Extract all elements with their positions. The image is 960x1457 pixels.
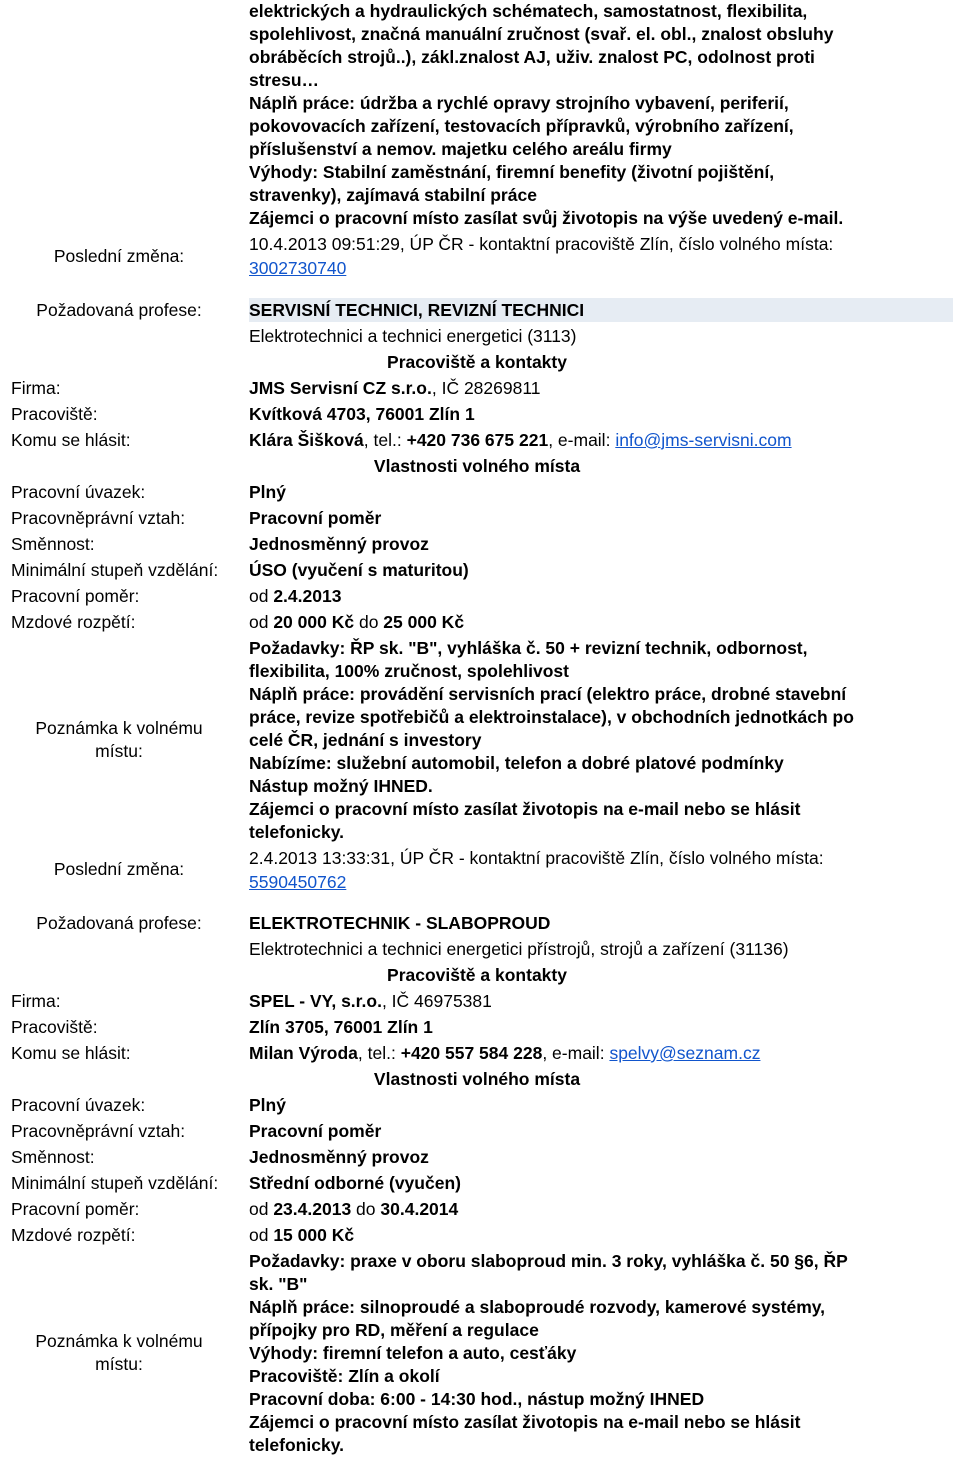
workplace-label: Pracoviště:	[11, 1017, 98, 1037]
firm-ico: , IČ 28269811	[431, 378, 541, 398]
contact-email-label: , e-mail:	[548, 430, 616, 450]
prop-label: Minimální stupeň vzdělání:	[11, 1173, 219, 1193]
employment-to: do	[351, 1199, 381, 1219]
contact-tel: +420 557 584 228	[400, 1043, 543, 1063]
top-line: Výhody: Stabilní zaměstnání, firemní benefity (životní pojištění,	[249, 162, 775, 182]
contact-name: Milan Výroda	[249, 1043, 358, 1063]
prop-label: Směnnost:	[11, 534, 95, 554]
firm-value	[249, 377, 541, 400]
contact-label: Komu se hlásit:	[11, 430, 131, 450]
prop-value: ÚSO (vyučení s maturitou)	[249, 560, 469, 580]
prop-value: Jednosměnný provoz	[249, 1147, 429, 1167]
contact-email-link[interactable]: info@jms-servisni.com	[615, 430, 792, 450]
note-line: telefonicky.	[249, 822, 344, 842]
contact-email-label: , e-mail:	[542, 1043, 610, 1063]
salary-label: Mzdové rozpětí:	[11, 1225, 136, 1245]
salary-min: 20 000 Kč	[273, 612, 355, 632]
note-line: celé ČR, jednání s investory	[249, 730, 482, 750]
employment-value	[249, 1198, 458, 1221]
employment-label: Pracovní poměr:	[11, 1199, 140, 1219]
last-change-text: 2.4.2013 13:33:31, ÚP ČR - kontaktní pracoviště Zlín, číslo volného místa:	[249, 848, 824, 868]
workplace-value: Kvítková 4703, 76001 Zlín 1	[249, 404, 475, 424]
salary-to: do	[354, 612, 384, 632]
prop-value: Plný	[249, 482, 286, 502]
contact-tel: +420 736 675 221	[406, 430, 549, 450]
firm-value	[249, 990, 492, 1013]
top-line: příslušenství a nemov. majetku celého areálu firmy	[249, 139, 672, 159]
note-text	[249, 1250, 949, 1457]
employment-date: 23.4.2013	[273, 1199, 352, 1219]
note-line: Požadavky: praxe v oboru slaboproud min. 3 roky, vyhláška č. 50 §6, ŘP	[249, 1251, 848, 1271]
profession-title: ELEKTROTECHNIK - SLABOPROUD	[249, 913, 551, 933]
profession-label: Požadovaná profese:	[36, 913, 202, 933]
contact-email-link[interactable]: spelvy@seznam.cz	[609, 1043, 761, 1063]
section-workplace-heading: Pracoviště a kontakty	[387, 352, 567, 372]
profession-title: SERVISNÍ TECHNICI, REVIZNÍ TECHNICI	[249, 300, 585, 320]
employment-value	[249, 585, 341, 608]
note-line: Pracoviště: Zlín a okolí	[249, 1366, 440, 1386]
salary-value	[249, 1224, 354, 1247]
note-label	[0, 1330, 238, 1376]
workplace-value: Zlín 3705, 76001 Zlín 1	[249, 1017, 433, 1037]
top-line: stresu…	[249, 70, 320, 90]
prop-label: Minimální stupeň vzdělání:	[11, 560, 219, 580]
note-text	[249, 637, 949, 844]
salary-from: od	[249, 612, 274, 632]
employment-from: od	[249, 586, 274, 606]
profession-category: Elektrotechnici a technici energetici přístrojů, strojů a zařízení (31136)	[249, 939, 789, 959]
profession-category: Elektrotechnici a technici energetici (3113)	[249, 326, 577, 346]
prop-label: Pracovněprávní vztah:	[11, 508, 186, 528]
note-label-line: Poznámka k volnému	[35, 1331, 203, 1351]
section-workplace-heading: Pracoviště a kontakty	[387, 965, 567, 985]
salary-max: 25 000 Kč	[383, 612, 465, 632]
firm-name: SPEL - VY, s.r.o.	[249, 991, 382, 1011]
contact-tel-label: , tel.:	[357, 1043, 401, 1063]
last-change-label: Poslední změna:	[53, 859, 185, 879]
salary-min: 15 000 Kč	[273, 1225, 355, 1245]
note-label-line: Poznámka k volnému	[35, 718, 203, 738]
prop-label: Pracovní úvazek:	[11, 482, 146, 502]
prop-value: Jednosměnný provoz	[249, 534, 429, 554]
note-line: Náplň práce: silnoproudé a slaboproudé rozvody, kamerové systémy,	[249, 1297, 826, 1317]
firm-label: Firma:	[11, 378, 61, 398]
employment-label: Pracovní poměr:	[11, 586, 140, 606]
contact-tel-label: , tel.:	[363, 430, 407, 450]
contact-value	[249, 429, 792, 452]
firm-ico: , IČ 46975381	[381, 991, 492, 1011]
prop-value: Pracovní poměr	[249, 508, 382, 528]
note-label-line: místu:	[95, 741, 143, 761]
note-line: Pracovní doba: 6:00 - 14:30 hod., nástup možný IHNED	[249, 1389, 705, 1409]
prop-label: Pracovní úvazek:	[11, 1095, 146, 1115]
note-label	[0, 717, 238, 763]
note-line: Nástup možný IHNED.	[249, 776, 433, 796]
note-line: sk. "B"	[249, 1274, 308, 1294]
note-line: telefonicky.	[249, 1435, 344, 1455]
note-label-line: místu:	[95, 1354, 143, 1374]
section-props-heading: Vlastnosti volného místa	[373, 1069, 581, 1089]
prop-value: Plný	[249, 1095, 286, 1115]
contact-value	[249, 1042, 760, 1065]
contact-label: Komu se hlásit:	[11, 1043, 131, 1063]
last-change-label: Poslední změna:	[53, 246, 185, 266]
salary-value	[249, 611, 464, 634]
firm-name: JMS Servisní CZ s.r.o.	[249, 378, 432, 398]
note-line: Zájemci o pracovní místo zasílat životopis na e-mail nebo se hlásit	[249, 799, 801, 819]
top-line: stravenky), zajímavá stabilní práce	[249, 185, 537, 205]
employment-from: od	[249, 1199, 274, 1219]
note-line: flexibilita, 100% zručnost, spolehlivost	[249, 661, 569, 681]
note-line: Nabízíme: služební automobil, telefon a dobré platové podmínky	[249, 753, 784, 773]
contact-name: Klára Šišková	[249, 430, 364, 450]
firm-label: Firma:	[11, 991, 61, 1011]
top-description	[249, 0, 949, 230]
last-change-text: 10.4.2013 09:51:29, ÚP ČR - kontaktní pracoviště Zlín, číslo volného místa:	[249, 234, 834, 254]
top-line: elektrických a hydraulických schématech, samostatnost, flexibilita,	[249, 1, 808, 21]
note-line: přípojky pro RD, měření a regulace	[249, 1320, 539, 1340]
top-line: Zájemci o pracovní místo zasílat svůj životopis na výše uvedený e-mail.	[249, 208, 844, 228]
top-line: pokovovacích zařízení, testovacích přípravků, výrobního zařízení,	[249, 116, 794, 136]
profession-label: Požadovaná profese:	[36, 300, 202, 320]
top-line: Náplň práce: údržba a rychlé opravy strojního vybavení, periferií,	[249, 93, 789, 113]
vacancy-number-link[interactable]: 5590450762	[249, 872, 347, 892]
prop-value: Pracovní poměr	[249, 1121, 382, 1141]
top-line: obráběcích strojů..), zákl.znalost AJ, uživ. znalost PC, odolnost proti	[249, 47, 815, 67]
employment-date: 2.4.2013	[273, 586, 342, 606]
prop-label: Směnnost:	[11, 1147, 95, 1167]
prop-value: Střední odborné (vyučen)	[249, 1173, 461, 1193]
note-line: práce, revize spotřebičů a elektroinstalace), v obchodních jednotkách po	[249, 707, 854, 727]
prop-label: Pracovněprávní vztah:	[11, 1121, 186, 1141]
workplace-label: Pracoviště:	[11, 404, 98, 424]
note-line: Požadavky: ŘP sk. "B", vyhláška č. 50 + revizní technik, odbornost,	[249, 638, 808, 658]
note-line: Zájemci o pracovní místo zasílat životopis na e-mail nebo se hlásit	[249, 1412, 801, 1432]
top-line: spolehlivost, značná manuální zručnost (svař. el. obl., znalost obsluhy	[249, 24, 834, 44]
note-line: Náplň práce: provádění servisních prací (elektro práce, drobné stavební	[249, 684, 847, 704]
salary-from: od	[249, 1225, 274, 1245]
employment-date-to: 30.4.2014	[380, 1199, 459, 1219]
salary-label: Mzdové rozpětí:	[11, 612, 136, 632]
vacancy-number-link[interactable]: 3002730740	[249, 258, 347, 278]
note-line: Výhody: firemní telefon a auto, cesťáky	[249, 1343, 577, 1363]
section-props-heading: Vlastnosti volného místa	[373, 456, 581, 476]
